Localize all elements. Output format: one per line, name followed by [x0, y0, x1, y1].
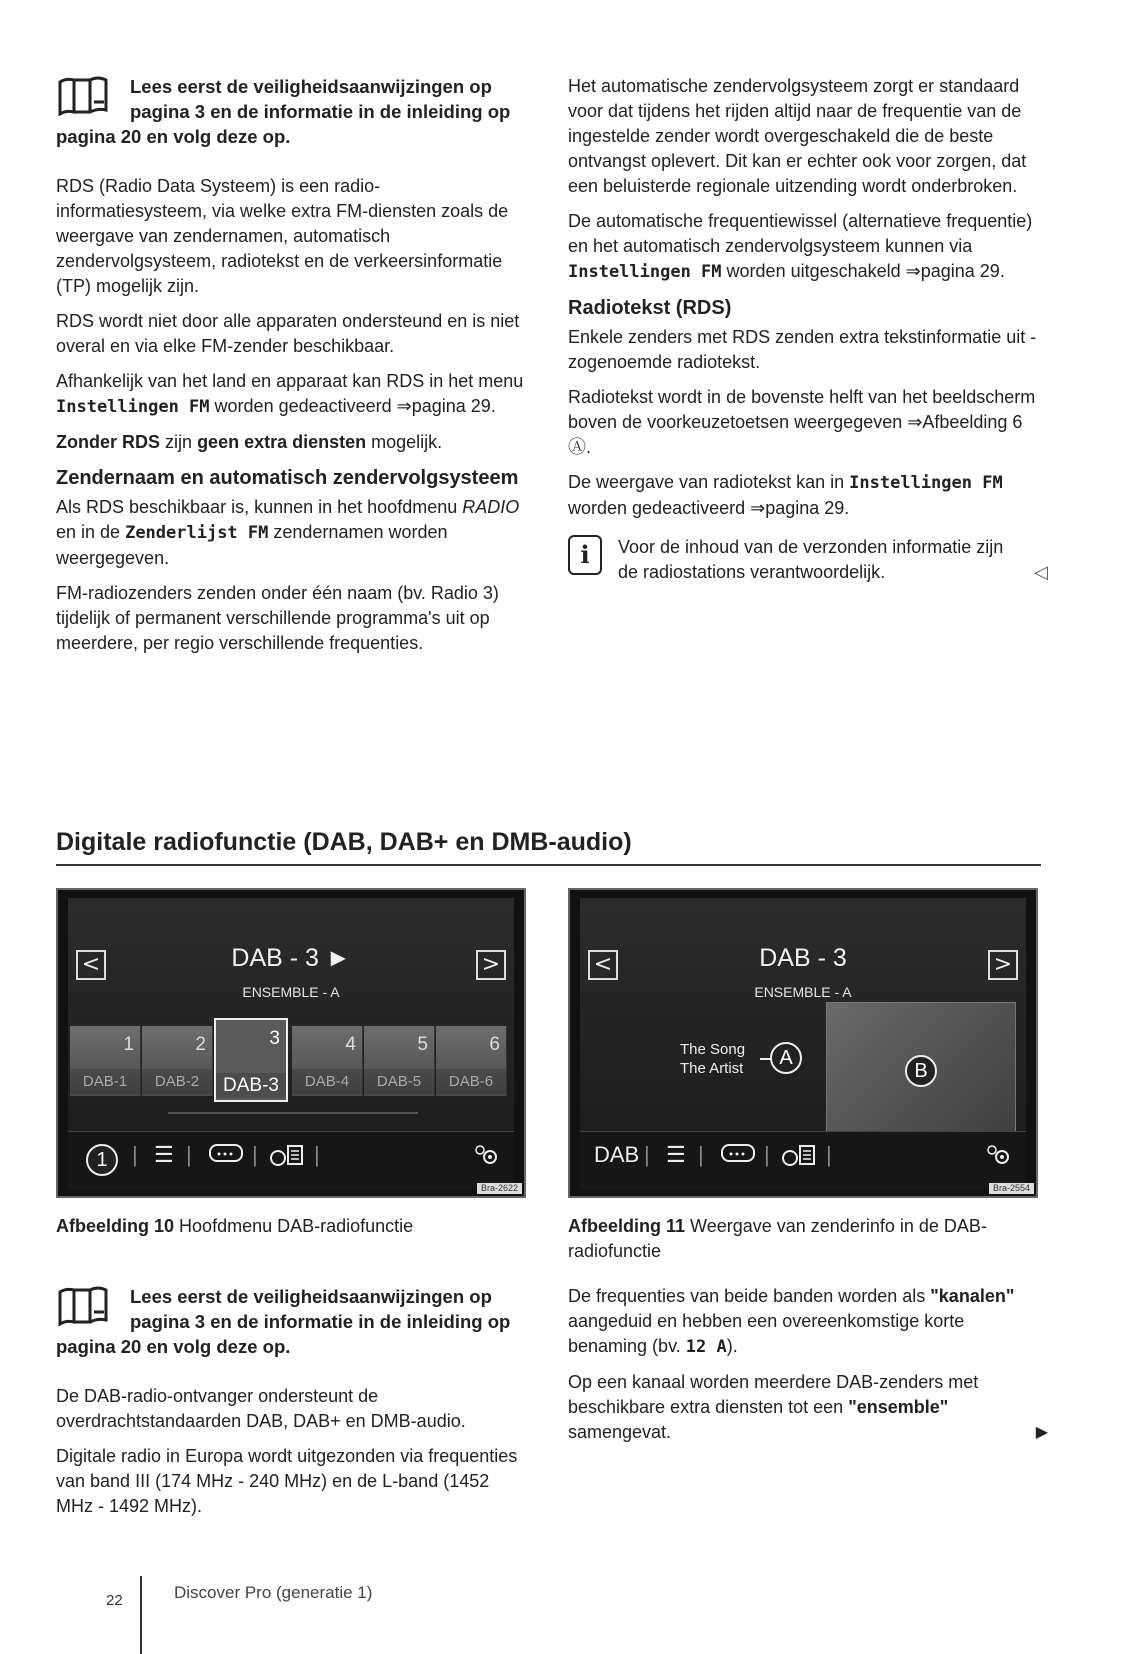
song-title: The Song	[680, 1041, 746, 1058]
paragraph: Radiotekst wordt in de bovenste helft van het beeldscherm boven de voorkeuzetoetsen weergegeven ⇒Afbeelding 6 Ⓐ.	[568, 387, 1036, 457]
settings-icon[interactable]	[472, 1142, 500, 1173]
callout-1: 1	[86, 1144, 118, 1176]
settings-icon[interactable]	[984, 1142, 1012, 1173]
prev-station-button[interactable]: <	[76, 950, 106, 980]
ensemble-label: ENSEMBLE - A	[754, 984, 852, 1000]
ensemble-label: ENSEMBLE - A	[242, 984, 340, 1000]
paragraph: Zonder RDS zijn geen extra diensten mogelijk.	[56, 432, 443, 452]
preset-button[interactable]: 5 DAB-5	[364, 1026, 435, 1096]
paragraph: RDS wordt niet door alle apparaten ondersteund en is niet overal en via elke FM-zender beschikbaar.	[56, 311, 520, 356]
paragraph: Als RDS beschikbaar is, kunnen in het hoofdmenu RADIO en in de Zenderlijst FM zendernamen worden weergegeven.	[56, 497, 520, 568]
menu-path: Instellingen FM	[568, 262, 722, 282]
safety-notice-bottom	[56, 1284, 526, 1359]
figure-code: Bra-2622	[477, 1183, 522, 1194]
figure-10-screen	[56, 888, 526, 1198]
station-title: DAB - 3 ►	[231, 944, 351, 972]
callout-b: B	[905, 1055, 937, 1087]
safety-notice-text: Lees eerst de veiligheidsaanwijzingen op pagina 3 en de informatie in de inleiding op pagina 20 en volg deze op.	[56, 76, 511, 147]
preset-button[interactable]: 6 DAB-6	[436, 1026, 507, 1096]
source-dab-button[interactable]: DAB	[594, 1142, 640, 1167]
menu-path: Instellingen FM	[849, 473, 1003, 493]
dab-channels	[568, 1284, 1048, 1445]
paragraph: De frequenties van beide banden worden als "kanalen" aangeduid en hebben een overeenkomstige korte benaming (bv. 12 A).	[568, 1286, 1015, 1357]
figure-10-caption: Afbeelding 10 Hoofdmenu DAB-radiofunctie	[56, 1216, 414, 1236]
paragraph: De automatische frequentiewissel (alternatieve frequentie) en het automatisch zendervolgsysteem kunnen via Instellingen FM worden uitgeschakeld ⇒pagina 29.	[568, 211, 1033, 282]
page-link[interactable]: worden gedeactiveerd ⇒pagina 29.	[214, 396, 496, 416]
artist-name: The Artist	[680, 1060, 744, 1077]
paragraph: Het automatische zendervolgsysteem zorgt er standaard voor dat tijdens het rijden altijd naar de frequentie van de ingestelde zender wordt overgeschakeld die de beste ontvangst oplevert. Dit kan er echter ook voor zorgen, dat een beluisterde regionale uitzending wordt onderbroken.	[568, 76, 1027, 196]
book-icon	[56, 74, 122, 122]
next-station-button[interactable]: >	[476, 950, 506, 980]
paragraph: Enkele zenders met RDS zenden extra tekstinformatie uit - zogenoemde radiotekst.	[568, 327, 1037, 372]
page-link[interactable]: worden uitgeschakeld ⇒pagina 29.	[726, 261, 1005, 281]
dab-intro	[56, 1384, 526, 1519]
footer-divider	[140, 1576, 142, 1654]
subheading: Zendernaam en automatisch zendervolgsysteem	[56, 467, 519, 489]
paragraph: De DAB-radio-ontvanger ondersteunt de overdrachtstandaarden DAB, DAB+ en DMB-audio.	[56, 1386, 466, 1431]
station-title: DAB - 3	[759, 944, 847, 972]
info-notice: i Voor de inhoud van de verzonden informatie zijn de radiostations verantwoordelijk. ◁	[568, 535, 1048, 585]
paragraph: De weergave van radiotekst kan in Instellingen FM worden gedeactiveerd ⇒pagina 29.	[568, 472, 1003, 518]
figure-11-screen	[568, 888, 1038, 1198]
rds-follow	[568, 74, 1048, 585]
book-icon	[56, 1284, 122, 1332]
figure-code: Bra-2554	[989, 1183, 1034, 1194]
continue-arrow-icon[interactable]: ▶	[1035, 1424, 1048, 1441]
info-icon: i	[568, 535, 602, 575]
callout-a: A	[770, 1042, 802, 1074]
page-indicator	[168, 1112, 418, 1114]
station-list-icon[interactable]: ☰	[666, 1142, 686, 1167]
radiotext-icon[interactable]	[720, 1142, 756, 1169]
page-link[interactable]: worden gedeactiveerd ⇒pagina 29.	[568, 498, 850, 518]
prev-station-button[interactable]: <	[588, 950, 618, 980]
paragraph: RDS (Radio Data Systeem) is een radio-informatiesysteem, via welke extra FM-diensten zoals de weergave van zendernamen, automatisch zendervolgsysteem, radiotekst en de verkeersinformatie (TP) mogelijk zijn.	[56, 176, 509, 296]
next-station-button[interactable]: >	[988, 950, 1018, 980]
section-divider	[56, 864, 1041, 866]
menu-path: Instellingen FM	[56, 397, 210, 417]
station-logo-area	[826, 1002, 1016, 1142]
safety-notice-top	[56, 74, 526, 149]
section-title: Digitale radiofunctie (DAB, DAB+ en DMB-audio)	[56, 828, 632, 856]
figure-11-caption: Afbeelding 11 Weergave van zenderinfo in de DAB-radiofunctie	[568, 1216, 987, 1261]
radiotext	[680, 1040, 745, 1078]
preset-button-selected[interactable]: 3 DAB-3	[214, 1018, 288, 1102]
preset-button[interactable]: 4 DAB-4	[292, 1026, 363, 1096]
menu-path: Zenderlijst FM	[125, 523, 269, 543]
traffic-info-icon[interactable]	[780, 1142, 818, 1173]
station-list-icon[interactable]: ☰	[154, 1142, 174, 1167]
back-arrow-icon[interactable]: ◁	[1034, 562, 1048, 582]
paragraph: FM-radiozenders zenden onder één naam (bv. Radio 3) tijdelijk of permanent verschillende programma's uit op meerdere, per regio verschillende frequenties.	[56, 583, 499, 653]
channel-code: 12 A	[685, 1337, 727, 1357]
radiotext-icon[interactable]	[208, 1142, 244, 1169]
preset-button[interactable]: 2 DAB-2	[142, 1026, 213, 1096]
paragraph: Digitale radio in Europa wordt uitgezonden via frequenties van band III (174 MHz - 240 MHz) en de L-band (1452 MHz - 1492 MHz).	[56, 1446, 518, 1516]
paragraph: Op een kanaal worden meerdere DAB-zenders met beschikbare extra diensten tot een "ensemble" samengevat. ▶	[568, 1370, 1048, 1445]
safety-notice-text: Lees eerst de veiligheidsaanwijzingen op pagina 3 en de informatie in de inleiding op pagina 20 en volg deze op.	[56, 1286, 511, 1357]
product-name: Discover Pro (generatie 1)	[174, 1583, 373, 1602]
bottom-bar: 1 | ☰ | | |	[68, 1131, 514, 1190]
paragraph: Afhankelijk van het land en apparaat kan RDS in het menu Instellingen FM worden gedeactiveerd ⇒pagina 29.	[56, 371, 524, 417]
traffic-info-icon[interactable]	[268, 1142, 306, 1173]
preset-button[interactable]: 1 DAB-1	[70, 1026, 141, 1096]
page-number: 22	[106, 1592, 123, 1609]
rds-intro	[56, 174, 526, 656]
bottom-bar: DAB | ☰ | | |	[580, 1131, 1026, 1190]
subheading: Radiotekst (RDS)	[568, 297, 732, 319]
